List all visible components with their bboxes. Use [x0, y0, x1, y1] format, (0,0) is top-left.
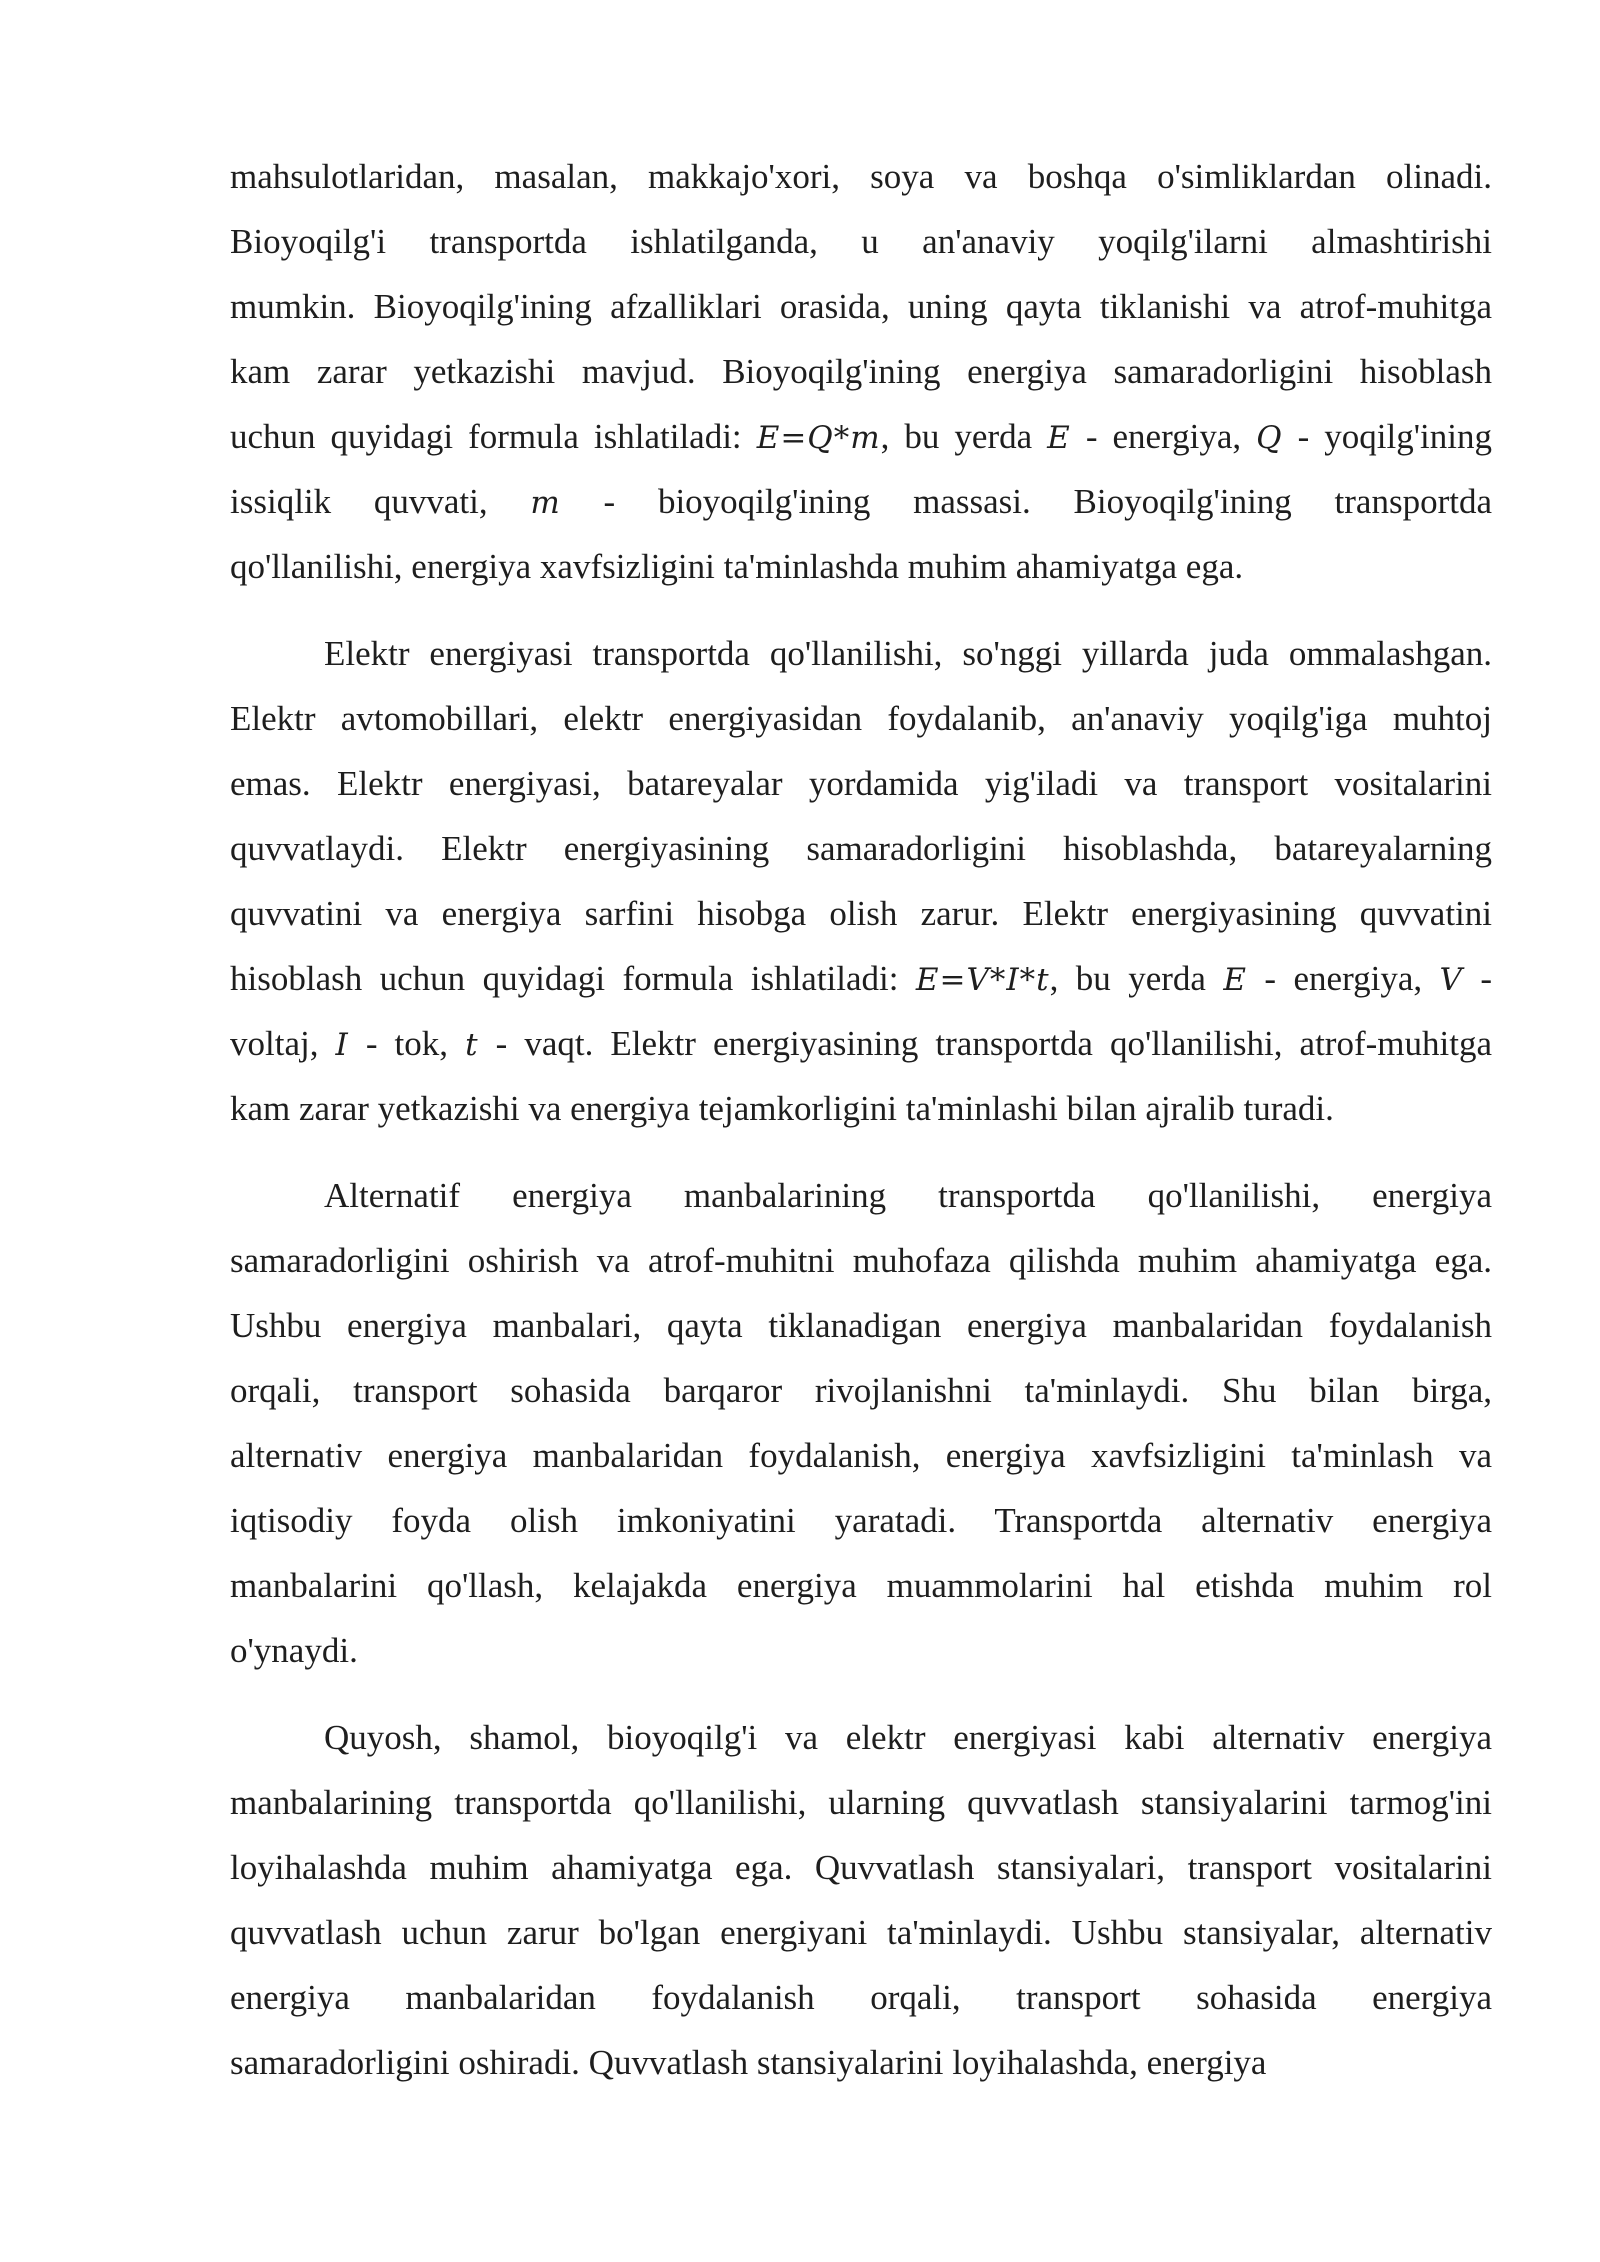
text-line — [230, 1835, 1492, 1900]
paragraph-gap — [230, 1683, 1492, 1705]
text-segment: - tok, — [348, 1024, 466, 1063]
math-expression: m — [530, 485, 561, 521]
text-segment: quvvatlaydi. Elektr energiyasining samaradorligini hisoblashda, batareyalarning — [230, 829, 1492, 868]
text-line — [230, 534, 1492, 599]
text-segment: - energiya, — [1247, 959, 1440, 998]
text-segment: samaradorligini oshirish va atrof-muhitni muhofaza qilishda muhim ahamiyatga ega. — [230, 1241, 1492, 1280]
paragraph — [230, 1705, 1492, 2095]
text-line — [230, 1163, 1492, 1228]
math-expression: V — [1439, 962, 1463, 998]
paragraph-gap — [230, 1141, 1492, 1163]
text-segment: voltaj, — [230, 1024, 336, 1063]
text-line — [230, 686, 1492, 751]
math-expression: t — [465, 1027, 479, 1063]
text-segment: iqtisodiy foyda olish imkoniyatini yaratadi. Transportda alternativ energiya — [230, 1501, 1492, 1540]
text-segment: mumkin. Bioyoqilg'ining afzalliklari orasida, uning qayta tiklanishi va atrof-muhitga — [230, 287, 1492, 326]
text-line — [230, 1553, 1492, 1618]
text-segment: o'ynaydi. — [230, 1631, 358, 1670]
paragraph — [230, 144, 1492, 599]
text-line — [230, 2030, 1492, 2095]
text-line — [230, 1770, 1492, 1835]
math-expression: I — [335, 1027, 349, 1063]
text-segment: qo'llanilishi, energiya xavfsizligini ta'minlashda muhim ahamiyatga ega. — [230, 547, 1244, 586]
text-line — [230, 209, 1492, 274]
text-segment: energiya manbalaridan foydalanish orqali, transport sohasida energiya — [230, 1978, 1492, 2017]
text-segment: hisoblash uchun quyidagi formula ishlatiladi: — [230, 959, 916, 998]
math-expression: E — [1047, 420, 1071, 456]
math-expression: E — [1223, 962, 1247, 998]
text-segment: quvvatini va energiya sarfini hisobga olish zarur. Elektr energiyasining quvvatini — [230, 894, 1492, 933]
text-line — [230, 1228, 1492, 1293]
text-segment: emas. Elektr energiyasi, batareyalar yordamida yig'iladi va transport vositalarini — [230, 764, 1492, 803]
text-line — [230, 1076, 1492, 1141]
text-segment: loyihalashda muhim ahamiyatga ega. Quvvatlash stansiyalari, transport vositalarini — [230, 1848, 1492, 1887]
math-expression: Q — [1256, 420, 1283, 456]
text-line — [230, 1705, 1492, 1770]
text-line — [230, 1488, 1492, 1553]
text-segment: manbalarini qo'llash, kelajakda energiya muammolarini hal etishda muhim rol — [230, 1566, 1492, 1605]
text-segment: manbalarining transportda qo'llanilishi, ularning quvvatlash stansiyalarini tarmog'ini — [230, 1783, 1492, 1822]
text-segment: Elektr energiyasi transportda qo'llanilishi, so'nggi yillarda juda ommalashgan. — [324, 634, 1492, 673]
text-segment: kam zarar yetkazishi va energiya tejamkorligini ta'minlashi bilan ajralib turadi. — [230, 1089, 1334, 1128]
text-line — [230, 1293, 1492, 1358]
paragraph — [230, 1163, 1492, 1683]
text-segment: - — [1462, 959, 1492, 998]
text-line — [230, 946, 1492, 1011]
text-segment: , bu yerda — [1049, 959, 1224, 998]
text-line — [230, 621, 1492, 686]
text-segment: - bioyoqilg'ining massasi. Bioyoqilg'ining transportda — [560, 482, 1493, 521]
text-segment: Ushbu energiya manbalari, qayta tiklanadigan energiya manbalaridan foydalanish — [230, 1306, 1492, 1345]
text-segment: - yoqilg'ining — [1282, 417, 1492, 456]
document-body — [230, 144, 1492, 2095]
text-line — [230, 751, 1492, 816]
paragraph — [230, 621, 1492, 1141]
text-segment: uchun quyidagi formula ishlatiladi: — [230, 417, 757, 456]
paragraph-gap — [230, 599, 1492, 621]
text-segment: Elektr avtomobillari, elektr energiyasidan foydalanib, an'anaviy yoqilg'iga muhtoj — [230, 699, 1492, 738]
text-segment: alternativ energiya manbalaridan foydalanish, energiya xavfsizligini ta'minlash va — [230, 1436, 1492, 1475]
text-line — [230, 1011, 1492, 1076]
text-segment: kam zarar yetkazishi mavjud. Bioyoqilg'ining energiya samaradorligini hisoblash — [230, 352, 1492, 391]
text-line — [230, 1618, 1492, 1683]
text-line — [230, 881, 1492, 946]
text-segment: mahsulotlaridan, masalan, makkajo'xori, soya va boshqa o'simliklardan olinadi. — [230, 157, 1492, 196]
text-segment: Bioyoqilg'i transportda ishlatilganda, u an'anaviy yoqilg'ilarni almashtirishi — [230, 222, 1492, 261]
text-line — [230, 144, 1492, 209]
text-segment: samaradorligini oshiradi. Quvvatlash stansiyalarini loyihalashda, energiya — [230, 2043, 1267, 2082]
text-line — [230, 1358, 1492, 1423]
text-segment: quvvatlash uchun zarur bo'lgan energiyani ta'minlaydi. Ushbu stansiyalar, alternativ — [230, 1913, 1492, 1952]
text-line — [230, 1423, 1492, 1488]
text-segment: , bu yerda — [880, 417, 1048, 456]
text-line — [230, 339, 1492, 404]
text-line — [230, 1900, 1492, 1965]
text-segment: Quyosh, shamol, bioyoqilg'i va elektr energiyasi kabi alternativ energiya — [324, 1718, 1492, 1757]
text-line — [230, 404, 1492, 469]
text-line — [230, 816, 1492, 881]
text-segment: issiqlik quvvati, — [230, 482, 531, 521]
text-segment: - energiya, — [1070, 417, 1257, 456]
text-line — [230, 274, 1492, 339]
math-expression: E=Q*m — [756, 420, 881, 456]
text-segment: Alternatif energiya manbalarining transportda qo'llanilishi, energiya — [324, 1176, 1492, 1215]
text-segment: orqali, transport sohasida barqaror rivojlanishni ta'minlaydi. Shu bilan birga, — [230, 1371, 1492, 1410]
text-line — [230, 1965, 1492, 2030]
math-expression: E=V*I*t — [915, 962, 1050, 998]
text-line — [230, 469, 1492, 534]
text-segment: - vaqt. Elektr energiyasining transportda qo'llanilishi, atrof-muhitga — [478, 1024, 1492, 1063]
